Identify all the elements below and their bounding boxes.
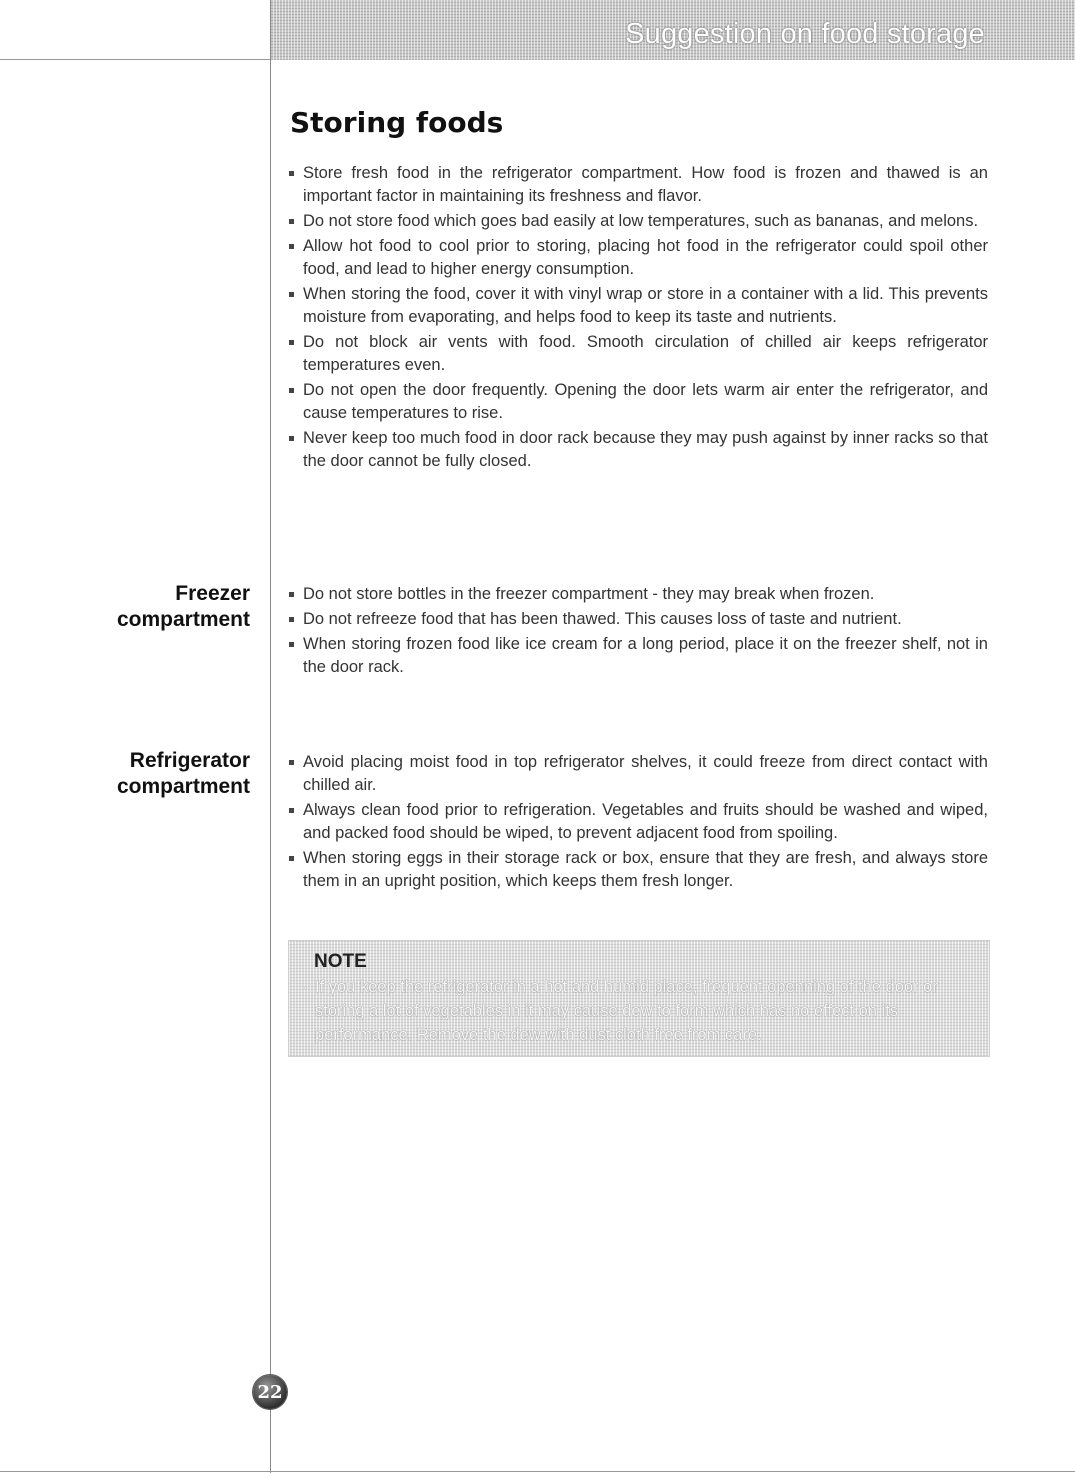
note-box [288,940,990,1057]
page-number-badge: 22 [253,1375,287,1409]
header-title: Suggestion on food storage [625,18,985,50]
freezer-section-label [117,581,250,633]
section-label-line: compartment [116,608,250,631]
list-item: Do not block air vents with food. Smooth circulation of chilled air keeps refrigerator temperatures even. [288,331,988,377]
list-item: When storing the food, cover it with vinyl wrap or store in a container with a lid. This prevents moisture from evaporating, and helps food to keep its taste and nutrients. [288,283,988,329]
vertical-divider [270,0,271,1473]
section-label-line: Refrigerator [129,749,250,772]
bottom-rule [0,1471,1075,1472]
list-item: Never keep too much food in door rack because they may push against by inner racks so that the door cannot be fully closed. [288,427,988,473]
list-item: When storing eggs in their storage rack or box, ensure that they are fresh, and always store them in an upright position, which keeps them fresh longer. [288,847,988,893]
header-band [270,0,1075,60]
note-heading: NOTE [314,951,367,972]
freezer-list [288,583,988,681]
list-item: Do not store bottles in the freezer compartment - they may break when frozen. [288,583,988,606]
note-bullet: · [303,978,309,996]
list-item: Store fresh food in the refrigerator compartment. How food is frozen and thawed is an important factor in maintaining its freshness and flavor. [288,162,988,208]
list-item: Avoid placing moist food in top refrigerator shelves, it could freeze from direct contact with chilled air. [288,751,988,797]
list-item: Allow hot food to cool prior to storing, placing hot food in the refrigerator could spoil other food, and lead to higher energy consumption. [288,235,988,281]
list-item: Always clean food prior to refrigeration. Vegetables and fruits should be washed and wiped, and packed food should be wiped, to prevent adjacent food from spoiling. [288,799,988,845]
note-text [303,975,979,1047]
list-item: Do not open the door frequently. Opening the door lets warm air enter the refrigerator, and cause temperatures to rise. [288,379,988,425]
page-heading: Storing foods [290,106,504,139]
list-item: Do not store food which goes bad easily at low temperatures, such as bananas, and melons. [288,210,988,233]
list-item: Do not refreeze food that has been thawed. This causes loss of taste and nutrient. [288,608,988,631]
section-label-line: compartment [116,775,250,798]
storing-list [288,162,988,475]
note-body: If you keep the refrigerator in a hot and humid place, frequent openning of the door or storing a lot of vegetables in it may cause dew to form which has no effect on its performance. Remove the dew with dust cloth free from care. [315,978,938,1044]
refrigerator-list [288,751,988,895]
list-item: When storing frozen food like ice cream for a long period, place it on the freezer shelf, not in the door rack. [288,633,988,679]
section-label-line: Freezer [175,582,250,605]
top-rule [0,59,270,60]
refrigerator-section-label [117,748,250,800]
